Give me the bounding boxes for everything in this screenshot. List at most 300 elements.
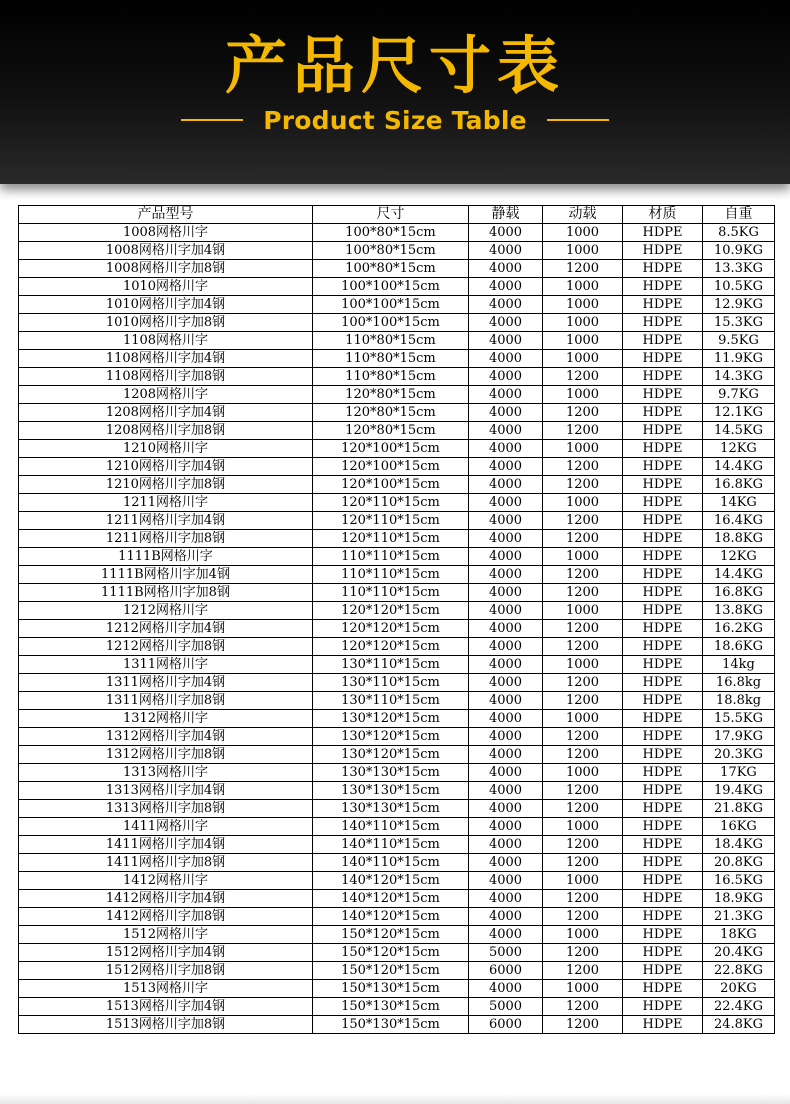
cell-dynamic-load: 1000 (543, 872, 623, 890)
cell-dynamic-load: 1000 (543, 296, 623, 314)
cell-size: 120*100*15cm (313, 476, 469, 494)
cell-dynamic-load: 1000 (543, 242, 623, 260)
table-row (19, 872, 775, 890)
cell-model: 1208网格川字加8钢 (19, 422, 313, 440)
cell-static-load: 4000 (469, 818, 543, 836)
cell-size: 140*110*15cm (313, 818, 469, 836)
cell-dynamic-load: 1200 (543, 890, 623, 908)
cell-weight: 18.6KG (703, 638, 775, 656)
cell-size: 110*110*15cm (313, 548, 469, 566)
cell-model: 1412网格川字加8钢 (19, 908, 313, 926)
cell-static-load: 4000 (469, 872, 543, 890)
table-row (19, 962, 775, 980)
table-row (19, 926, 775, 944)
cell-weight: 17.9KG (703, 728, 775, 746)
cell-material: HDPE (623, 458, 703, 476)
cell-dynamic-load: 1000 (543, 602, 623, 620)
table-row (19, 800, 775, 818)
cell-size: 130*130*15cm (313, 782, 469, 800)
cell-model: 1312网格川字加8钢 (19, 746, 313, 764)
cell-model: 1010网格川字 (19, 278, 313, 296)
cell-model: 1411网格川字加8钢 (19, 854, 313, 872)
cell-size: 100*100*15cm (313, 278, 469, 296)
table-row (19, 350, 775, 368)
table-row (19, 944, 775, 962)
column-header-size: 尺寸 (313, 206, 469, 224)
cell-size: 140*120*15cm (313, 908, 469, 926)
table-row (19, 764, 775, 782)
cell-size: 100*100*15cm (313, 296, 469, 314)
cell-model: 1010网格川字加4钢 (19, 296, 313, 314)
cell-static-load: 4000 (469, 692, 543, 710)
cell-model: 1513网格川字加8钢 (19, 1016, 313, 1034)
cell-size: 120*110*15cm (313, 512, 469, 530)
cell-material: HDPE (623, 764, 703, 782)
cell-model: 1312网格川字加4钢 (19, 728, 313, 746)
cell-dynamic-load: 1000 (543, 980, 623, 998)
cell-dynamic-load: 1200 (543, 692, 623, 710)
table-row (19, 404, 775, 422)
cell-dynamic-load: 1200 (543, 368, 623, 386)
table-row (19, 890, 775, 908)
cell-model: 1008网格川字加8钢 (19, 260, 313, 278)
cell-static-load: 4000 (469, 836, 543, 854)
cell-model: 1211网格川字 (19, 494, 313, 512)
cell-dynamic-load: 1000 (543, 278, 623, 296)
cell-dynamic-load: 1200 (543, 674, 623, 692)
cell-weight: 8.5KG (703, 224, 775, 242)
cell-model: 1210网格川字 (19, 440, 313, 458)
cell-dynamic-load: 1200 (543, 512, 623, 530)
cell-size: 100*80*15cm (313, 242, 469, 260)
cell-material: HDPE (623, 440, 703, 458)
table-header-row (19, 206, 775, 224)
cell-material: HDPE (623, 404, 703, 422)
cell-dynamic-load: 1000 (543, 332, 623, 350)
table-row (19, 818, 775, 836)
cell-weight: 12KG (703, 440, 775, 458)
cell-model: 1108网格川字 (19, 332, 313, 350)
cell-weight: 12.9KG (703, 296, 775, 314)
cell-static-load: 4000 (469, 368, 543, 386)
cell-weight: 13.8KG (703, 602, 775, 620)
cell-weight: 14.4KG (703, 458, 775, 476)
cell-dynamic-load: 1200 (543, 782, 623, 800)
cell-static-load: 4000 (469, 224, 543, 242)
cell-material: HDPE (623, 224, 703, 242)
cell-size: 110*80*15cm (313, 332, 469, 350)
cell-size: 130*110*15cm (313, 656, 469, 674)
cell-static-load: 4000 (469, 242, 543, 260)
cell-size: 120*80*15cm (313, 386, 469, 404)
column-header-weight: 自重 (703, 206, 775, 224)
table-row (19, 908, 775, 926)
cell-model: 1313网格川字 (19, 764, 313, 782)
cell-size: 120*100*15cm (313, 458, 469, 476)
cell-weight: 14.3KG (703, 368, 775, 386)
cell-model: 1111B网格川字加4钢 (19, 566, 313, 584)
cell-material: HDPE (623, 710, 703, 728)
table-row (19, 746, 775, 764)
cell-size: 120*110*15cm (313, 530, 469, 548)
cell-size: 150*120*15cm (313, 962, 469, 980)
cell-material: HDPE (623, 944, 703, 962)
cell-material: HDPE (623, 872, 703, 890)
cell-static-load: 4000 (469, 764, 543, 782)
cell-model: 1210网格川字加8钢 (19, 476, 313, 494)
cell-weight: 15.3KG (703, 314, 775, 332)
cell-static-load: 4000 (469, 656, 543, 674)
cell-model: 1412网格川字加4钢 (19, 890, 313, 908)
cell-material: HDPE (623, 746, 703, 764)
table-row (19, 620, 775, 638)
cell-weight: 22.8KG (703, 962, 775, 980)
cell-weight: 16.8KG (703, 476, 775, 494)
cell-model: 1211网格川字加8钢 (19, 530, 313, 548)
subtitle-right-rule (547, 119, 609, 121)
cell-weight: 10.9KG (703, 242, 775, 260)
cell-static-load: 4000 (469, 386, 543, 404)
cell-size: 130*110*15cm (313, 674, 469, 692)
cell-size: 120*120*15cm (313, 620, 469, 638)
cell-weight: 10.5KG (703, 278, 775, 296)
cell-size: 100*80*15cm (313, 260, 469, 278)
cell-weight: 16.5KG (703, 872, 775, 890)
cell-dynamic-load: 1200 (543, 836, 623, 854)
cell-dynamic-load: 1200 (543, 800, 623, 818)
cell-static-load: 5000 (469, 944, 543, 962)
cell-material: HDPE (623, 494, 703, 512)
cell-weight: 13.3KG (703, 260, 775, 278)
table-row (19, 710, 775, 728)
cell-dynamic-load: 1000 (543, 656, 623, 674)
cell-size: 120*80*15cm (313, 422, 469, 440)
cell-size: 150*130*15cm (313, 1016, 469, 1034)
cell-weight: 12.1KG (703, 404, 775, 422)
cell-static-load: 4000 (469, 332, 543, 350)
cell-weight: 16.8kg (703, 674, 775, 692)
bottom-divider (0, 1094, 790, 1104)
table-row (19, 980, 775, 998)
cell-dynamic-load: 1200 (543, 746, 623, 764)
cell-dynamic-load: 1000 (543, 440, 623, 458)
column-header-model: 产品型号 (19, 206, 313, 224)
cell-size: 140*110*15cm (313, 854, 469, 872)
table-row (19, 314, 775, 332)
cell-weight: 9.5KG (703, 332, 775, 350)
cell-material: HDPE (623, 386, 703, 404)
cell-model: 1108网格川字加4钢 (19, 350, 313, 368)
cell-model: 1311网格川字 (19, 656, 313, 674)
cell-material: HDPE (623, 800, 703, 818)
table-row (19, 368, 775, 386)
cell-material: HDPE (623, 818, 703, 836)
cell-model: 1411网格川字 (19, 818, 313, 836)
cell-static-load: 4000 (469, 926, 543, 944)
column-header-dynamic-load: 动载 (543, 206, 623, 224)
table-row (19, 494, 775, 512)
cell-weight: 16.2KG (703, 620, 775, 638)
cell-weight: 20KG (703, 980, 775, 998)
cell-weight: 21.3KG (703, 908, 775, 926)
cell-dynamic-load: 1200 (543, 404, 623, 422)
cell-material: HDPE (623, 422, 703, 440)
cell-material: HDPE (623, 350, 703, 368)
table-row (19, 1016, 775, 1034)
cell-size: 100*80*15cm (313, 224, 469, 242)
cell-material: HDPE (623, 782, 703, 800)
cell-weight: 17KG (703, 764, 775, 782)
cell-material: HDPE (623, 926, 703, 944)
cell-dynamic-load: 1200 (543, 962, 623, 980)
cell-model: 1208网格川字加4钢 (19, 404, 313, 422)
table-row (19, 674, 775, 692)
cell-weight: 14kg (703, 656, 775, 674)
cell-size: 130*120*15cm (313, 728, 469, 746)
cell-material: HDPE (623, 242, 703, 260)
cell-size: 110*80*15cm (313, 368, 469, 386)
table-row (19, 296, 775, 314)
cell-size: 150*120*15cm (313, 926, 469, 944)
cell-dynamic-load: 1000 (543, 926, 623, 944)
cell-weight: 20.8KG (703, 854, 775, 872)
cell-weight: 24.8KG (703, 1016, 775, 1034)
cell-size: 120*100*15cm (313, 440, 469, 458)
cell-weight: 18.8kg (703, 692, 775, 710)
cell-weight: 16.8KG (703, 584, 775, 602)
cell-weight: 14.5KG (703, 422, 775, 440)
cell-dynamic-load: 1200 (543, 728, 623, 746)
cell-model: 1311网格川字加8钢 (19, 692, 313, 710)
table-row (19, 224, 775, 242)
cell-static-load: 4000 (469, 260, 543, 278)
cell-model: 1008网格川字加4钢 (19, 242, 313, 260)
cell-dynamic-load: 1000 (543, 350, 623, 368)
table-body (19, 224, 775, 1034)
cell-static-load: 4000 (469, 440, 543, 458)
cell-static-load: 4000 (469, 476, 543, 494)
cell-dynamic-load: 1200 (543, 530, 623, 548)
cell-static-load: 4000 (469, 728, 543, 746)
cell-size: 100*100*15cm (313, 314, 469, 332)
cell-static-load: 4000 (469, 566, 543, 584)
cell-size: 130*110*15cm (313, 692, 469, 710)
cell-size: 130*120*15cm (313, 710, 469, 728)
table-row (19, 602, 775, 620)
cell-static-load: 4000 (469, 314, 543, 332)
table-row (19, 584, 775, 602)
cell-dynamic-load: 1200 (543, 854, 623, 872)
cell-model: 1111B网格川字 (19, 548, 313, 566)
table-row (19, 998, 775, 1016)
cell-model: 1313网格川字加8钢 (19, 800, 313, 818)
cell-static-load: 4000 (469, 908, 543, 926)
cell-size: 120*80*15cm (313, 404, 469, 422)
cell-material: HDPE (623, 998, 703, 1016)
cell-static-load: 4000 (469, 548, 543, 566)
cell-model: 1008网格川字 (19, 224, 313, 242)
cell-material: HDPE (623, 908, 703, 926)
table-row (19, 782, 775, 800)
cell-material: HDPE (623, 368, 703, 386)
cell-model: 1211网格川字加4钢 (19, 512, 313, 530)
cell-material: HDPE (623, 530, 703, 548)
cell-material: HDPE (623, 476, 703, 494)
cell-model: 1512网格川字加8钢 (19, 962, 313, 980)
cell-static-load: 4000 (469, 458, 543, 476)
table-row (19, 854, 775, 872)
cell-size: 150*130*15cm (313, 998, 469, 1016)
table-row (19, 512, 775, 530)
cell-material: HDPE (623, 548, 703, 566)
cell-static-load: 4000 (469, 296, 543, 314)
cell-model: 1312网格川字 (19, 710, 313, 728)
cell-dynamic-load: 1000 (543, 548, 623, 566)
cell-weight: 22.4KG (703, 998, 775, 1016)
cell-size: 120*120*15cm (313, 638, 469, 656)
cell-dynamic-load: 1000 (543, 314, 623, 332)
cell-dynamic-load: 1000 (543, 494, 623, 512)
cell-static-load: 5000 (469, 998, 543, 1016)
cell-material: HDPE (623, 512, 703, 530)
cell-static-load: 4000 (469, 800, 543, 818)
cell-static-load: 4000 (469, 854, 543, 872)
cell-material: HDPE (623, 890, 703, 908)
cell-static-load: 4000 (469, 278, 543, 296)
cell-dynamic-load: 1200 (543, 908, 623, 926)
cell-static-load: 4000 (469, 782, 543, 800)
cell-static-load: 4000 (469, 512, 543, 530)
table-row (19, 440, 775, 458)
cell-material: HDPE (623, 332, 703, 350)
cell-static-load: 4000 (469, 890, 543, 908)
cell-weight: 16KG (703, 818, 775, 836)
cell-weight: 14.4KG (703, 566, 775, 584)
cell-size: 110*110*15cm (313, 566, 469, 584)
cell-dynamic-load: 1000 (543, 710, 623, 728)
cell-material: HDPE (623, 566, 703, 584)
table-row (19, 242, 775, 260)
cell-model: 1411网格川字加4钢 (19, 836, 313, 854)
column-header-material: 材质 (623, 206, 703, 224)
table-row (19, 332, 775, 350)
cell-model: 1412网格川字 (19, 872, 313, 890)
cell-static-load: 6000 (469, 1016, 543, 1034)
cell-dynamic-load: 1200 (543, 566, 623, 584)
cell-material: HDPE (623, 692, 703, 710)
cell-dynamic-load: 1200 (543, 260, 623, 278)
cell-static-load: 4000 (469, 584, 543, 602)
table-row (19, 836, 775, 854)
cell-weight: 20.4KG (703, 944, 775, 962)
table-row (19, 548, 775, 566)
cell-static-load: 4000 (469, 620, 543, 638)
cell-static-load: 4000 (469, 530, 543, 548)
cell-material: HDPE (623, 728, 703, 746)
cell-static-load: 4000 (469, 638, 543, 656)
cell-material: HDPE (623, 260, 703, 278)
cell-material: HDPE (623, 620, 703, 638)
cell-size: 150*120*15cm (313, 944, 469, 962)
cell-static-load: 4000 (469, 710, 543, 728)
header-banner (0, 0, 790, 184)
cell-model: 1111B网格川字加8钢 (19, 584, 313, 602)
product-size-table (18, 205, 775, 1034)
cell-material: HDPE (623, 836, 703, 854)
cell-model: 1513网格川字 (19, 980, 313, 998)
cell-dynamic-load: 1200 (543, 638, 623, 656)
cell-dynamic-load: 1200 (543, 998, 623, 1016)
cell-material: HDPE (623, 638, 703, 656)
cell-material: HDPE (623, 854, 703, 872)
cell-static-load: 4000 (469, 422, 543, 440)
cell-dynamic-load: 1200 (543, 1016, 623, 1034)
cell-weight: 16.4KG (703, 512, 775, 530)
cell-dynamic-load: 1200 (543, 458, 623, 476)
table-row (19, 278, 775, 296)
cell-weight: 18KG (703, 926, 775, 944)
cell-material: HDPE (623, 674, 703, 692)
table-row (19, 638, 775, 656)
cell-model: 1010网格川字加8钢 (19, 314, 313, 332)
cell-weight: 19.4KG (703, 782, 775, 800)
table-row (19, 476, 775, 494)
cell-model: 1512网格川字 (19, 926, 313, 944)
cell-weight: 21.8KG (703, 800, 775, 818)
cell-model: 1212网格川字加4钢 (19, 620, 313, 638)
cell-material: HDPE (623, 296, 703, 314)
cell-dynamic-load: 1200 (543, 944, 623, 962)
cell-weight: 18.4KG (703, 836, 775, 854)
cell-size: 110*110*15cm (313, 584, 469, 602)
cell-material: HDPE (623, 314, 703, 332)
cell-weight: 18.9KG (703, 890, 775, 908)
cell-material: HDPE (623, 656, 703, 674)
cell-static-load: 4000 (469, 404, 543, 422)
cell-model: 1311网格川字加4钢 (19, 674, 313, 692)
cell-weight: 11.9KG (703, 350, 775, 368)
table-row (19, 386, 775, 404)
cell-dynamic-load: 1000 (543, 386, 623, 404)
table-row (19, 530, 775, 548)
cell-model: 1108网格川字加8钢 (19, 368, 313, 386)
cell-model: 1210网格川字加4钢 (19, 458, 313, 476)
cell-dynamic-load: 1000 (543, 818, 623, 836)
cell-weight: 20.3KG (703, 746, 775, 764)
cell-model: 1512网格川字加4钢 (19, 944, 313, 962)
cell-size: 140*120*15cm (313, 890, 469, 908)
table-row (19, 692, 775, 710)
cell-material: HDPE (623, 962, 703, 980)
table-row (19, 728, 775, 746)
cell-model: 1513网格川字加4钢 (19, 998, 313, 1016)
cell-model: 1212网格川字 (19, 602, 313, 620)
cell-static-load: 4000 (469, 602, 543, 620)
cell-size: 130*120*15cm (313, 746, 469, 764)
cell-static-load: 4000 (469, 746, 543, 764)
cell-static-load: 4000 (469, 350, 543, 368)
table-row (19, 422, 775, 440)
column-header-static-load: 静载 (469, 206, 543, 224)
table-row (19, 656, 775, 674)
cell-size: 110*80*15cm (313, 350, 469, 368)
table-row (19, 566, 775, 584)
cell-size: 130*130*15cm (313, 764, 469, 782)
cell-dynamic-load: 1000 (543, 224, 623, 242)
page-subtitle: Product Size Table (263, 105, 527, 135)
cell-material: HDPE (623, 1016, 703, 1034)
cell-size: 130*130*15cm (313, 800, 469, 818)
